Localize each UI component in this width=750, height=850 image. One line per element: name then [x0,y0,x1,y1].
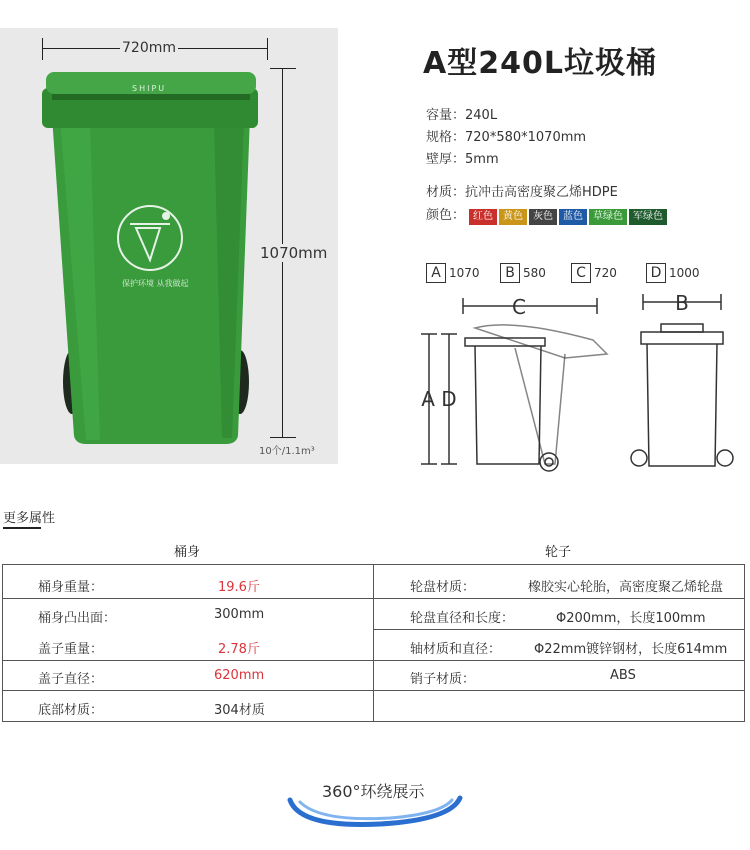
spec-label: 壁厚： [426,152,466,167]
body-row-value: 19.6斤 [218,580,260,595]
code-letter: D [646,263,666,283]
col-head-wheels: 轮子 [545,545,572,560]
more-attributes-title: 更多属性 [3,511,56,526]
spec-value: 720*580*1070mm [465,130,587,145]
body-row-value: 620mm [214,668,265,683]
color-yellow[interactable]: 黄色 [499,209,527,225]
diagram-b-label: B [675,291,689,315]
spec-value: 抗冲击高密度聚乙烯HDPE [465,185,618,200]
spec-capacity [426,104,497,123]
width-tick-left [42,38,43,60]
product-photo-panel [0,28,338,464]
spec-label: 材质： [426,185,466,200]
color-blue[interactable]: 蓝色 [559,209,587,225]
spec-value: 240L [465,108,498,123]
wheel-row-label: 轴材质和直径： [410,642,502,657]
row-divider [2,690,374,691]
diagram-c-label: C [512,295,526,319]
body-row-label: 盖子重量： [38,642,104,657]
row-divider [373,598,745,599]
color-label: 颜色： [426,208,466,223]
spec-size [426,126,586,145]
code-a [426,263,480,283]
code-value: 720 [594,266,617,280]
wheel-row-label: 销子材质： [410,672,476,687]
height-tick-top [270,68,296,69]
row-divider [2,660,374,661]
height-label: 1070mm [260,244,328,262]
dimension-diagram [415,288,735,478]
spec-thickness [426,148,499,167]
color-red[interactable]: 红色 [469,209,497,225]
code-value: 1000 [669,266,700,280]
spec-value: 5mm [465,152,499,167]
pack-label: 10个/1.1m³ [259,446,315,457]
row-divider [373,660,745,661]
color-army-green[interactable]: 军绿色 [629,209,667,225]
code-c [571,263,617,283]
wheel-row-label: 轮盘直径和长度： [410,611,515,626]
body-row-value: 304材质 [214,703,265,718]
bin-brand: SHIPU [132,84,167,93]
bin-slogan: 保护环境 从我做起 [122,279,189,288]
code-b [500,263,546,283]
code-letter: C [571,263,591,283]
col-head-body: 桶身 [174,545,201,560]
row-divider [373,690,745,691]
spec-label: 规格： [426,130,466,145]
product-title: A型240L垃圾桶 [423,46,657,81]
code-letter: B [500,263,520,283]
color-grass-green[interactable]: 草绿色 [589,209,627,225]
body-row-value: 2.78斤 [218,642,260,657]
body-row-value: 300mm [214,607,265,622]
code-d [646,263,700,283]
code-letter: A [426,263,446,283]
body-row-label: 桶身重量： [38,580,104,595]
body-row-label: 桶身凸出面： [38,611,117,626]
body-row-label: 底部材质： [38,703,104,718]
wheel-row-label: 轮盘材质： [410,580,476,595]
width-tick-right [267,38,268,60]
spec-material [426,181,618,200]
display-360-label[interactable]: 360°环绕展示 [322,782,425,801]
title-underline [3,527,41,529]
wheel-row-value: Φ200mm，长度100mm [556,611,706,626]
color-options [426,204,669,225]
diagram-ad-label: A D [421,387,457,411]
code-value: 580 [523,266,546,280]
row-divider [373,629,745,630]
body-row-label: 盖子直径： [38,672,104,687]
code-value: 1070 [449,266,480,280]
height-tick-bottom [270,437,296,438]
wheel-row-value: Φ22mm镀锌钢材，长度614mm [534,642,728,657]
width-label: 720mm [122,40,176,56]
wheel-row-value: 橡胶实心轮胎，高密度聚乙烯轮盘 [528,580,724,595]
row-divider [2,598,374,599]
color-gray[interactable]: 灰色 [529,209,557,225]
spec-label: 容量： [426,108,466,123]
wheel-row-value: ABS [610,668,636,683]
